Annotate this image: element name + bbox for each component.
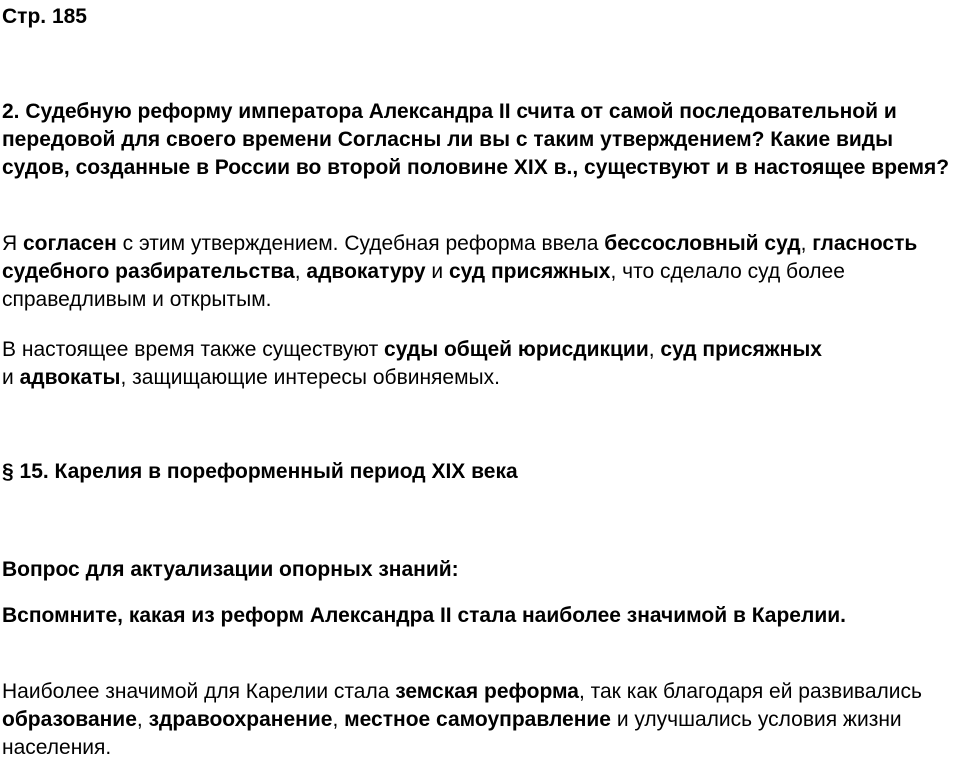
answer-text: и (2, 366, 20, 389)
answer-text: , (294, 260, 307, 283)
answer-text: Наиболее значимой для Карелии стала (2, 680, 396, 703)
answer-text: и улучшались условия жизни населения. (2, 708, 902, 759)
answer-bold-term: здравоохранение (148, 708, 333, 731)
answer-karelia (2, 678, 955, 762)
answer-bold-term: суд присяжных (448, 260, 611, 283)
answer-text: , защищающие интересы обвиняемых. (120, 366, 500, 389)
answer-text: , что сделало суд более справедливым и открытым. (2, 260, 845, 311)
answer-bold-term: гласность судебного разбирательства (2, 232, 918, 283)
answer-2-paragraph-2 (2, 336, 955, 392)
answer-bold-term: образование (2, 708, 137, 731)
question-2: 2. Судебную реформу императора Александра II считa от самой последовательной и передовой для своего времени Согласны ли вы с таким утверждением? Какие виды судов, созданные в России во второй половине XIX в., существуют и в настоящее время? (2, 100, 950, 179)
answer-bold-term: адвокаты (19, 366, 121, 389)
answer-text: , так как благодаря ей развивались (578, 680, 922, 703)
question-karelia: Вспомните, какая из реформ Александра II стала наиболее значимой в Карелии. (2, 604, 846, 627)
answer-text: , (332, 708, 345, 731)
page-number: Стр. 185 (2, 5, 87, 28)
answer-text: , (648, 338, 661, 361)
answer-bold-term: адвокатуру (306, 260, 426, 283)
answer-bold-term: бессословный суд (604, 232, 801, 255)
answer-text: В настоящее время также существуют (2, 338, 385, 361)
answer-text: и (425, 260, 449, 283)
answer-text: , (800, 232, 813, 255)
answer-bold-term: суды общей юрисдикции (384, 338, 649, 361)
answer-text: , (136, 708, 149, 731)
answer-bold-term: суд присяжных (660, 338, 822, 361)
answer-bold-term: согласен (23, 232, 117, 255)
prompt-heading: Вопрос для актуализации опорных знаний: (2, 558, 459, 581)
answer-2-paragraph-1 (2, 230, 955, 314)
answer-text: с этим утверждением. Судебная реформа ввела (116, 232, 605, 255)
section-heading: § 15. Карелия в пореформенный период XIX века (2, 460, 518, 483)
answer-text: Я (2, 232, 23, 255)
answer-bold-term: местное самоуправление (344, 708, 611, 731)
answer-bold-term: земская реформа (395, 680, 579, 703)
